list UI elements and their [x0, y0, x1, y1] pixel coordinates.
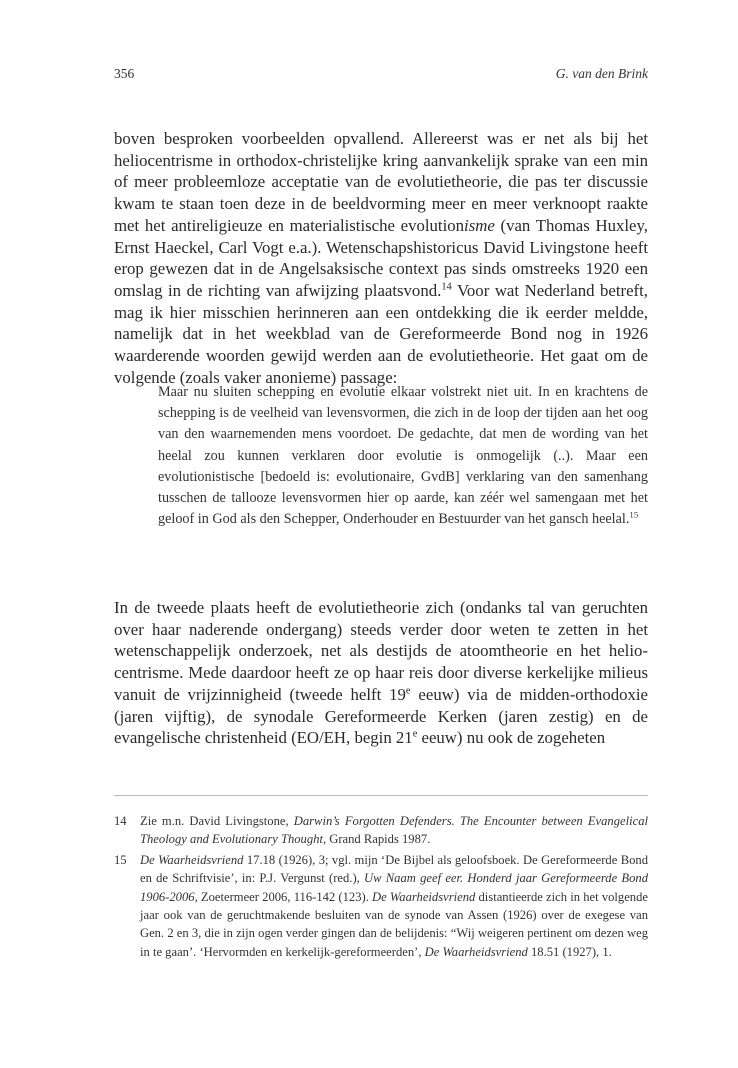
paragraph	[114, 597, 648, 749]
paragraph-text: (van Thomas Huxley, Ernst Haeckel, Carl Vogt e.a.). Wetenschapshistoricus David Livingstone heeft erop gewezen dat in de Angelsaksische context pas sinds omstreeks 1920 een omslag in de richting van afwijzing plaatsvond.	[114, 215, 648, 300]
footnote-number: 14	[114, 814, 127, 828]
footnote-title: De Waarheidsvriend	[140, 852, 244, 867]
footnote-text: distantieerde zich in het volgende jaar ook van de geruchtmakende besluiten van de synode van Assen (1926) over de exegese van Gen. 2 en 3, die in zijn ogen verder gingen dan de belijdenis: “Wij weigeren pertinent om dezen weg in te gaan’. ‘Hervormden en kerkelijk-gereformeerden’,	[140, 889, 648, 959]
footnote-reference: 15	[629, 509, 639, 520]
footnote-text: , Zoetermeer 2006, 116-142 (123).	[194, 889, 373, 904]
paragraph-text: boven besproken voorbeelden opvallend. Allereerst was er net als bij het heliocentrisme in orthodox-christelijke kring aanvankelijk sprake van een min of meer probleemloze acceptatie van de evolutietheorie, die pas ter discussie kwam te staan toen deze in de beeldvorming meer en meer verknoopt raakte met het antireligieuze en materialistische evolution	[114, 129, 648, 235]
footnote-text: 18.51 (1927), 1.	[527, 944, 612, 959]
ordinal-superscript: e	[405, 685, 411, 697]
footnote-title: Darwin’s Forgotten Defenders. The Encounter between Evangelical Theology and Evolutionary Thought	[140, 814, 648, 847]
footnote-number: 15	[114, 852, 127, 867]
footnote-title: De Waarheidsvriend	[424, 944, 528, 959]
footnote-text: Zie m.n. David Livingstone,	[140, 814, 294, 828]
footnote-text: , Grand Rapids 1987.	[322, 832, 431, 847]
quote-text: Maar nu sluiten schepping en evolutie elkaar volstrekt niet uit. In en krachtens de schepping is de veelheid van levensvormen, die zich in de loop der tijden aan het oog van den waarnemenden mens voordoet. De gedachte, dat men de wording van het heelal zou kunnen verklaren door evolutie is onmogelijk (..). Maar een evolutionistische [bedoeld is: evolutionaire, GvdB] verklaring van den samenhang tusschen de tallooze levensvormen hier op aarde, kan zéér wel samengaan met het geloof in God als den Schepper, Onderhouder en Bestuurder van het gansch heelal.	[158, 384, 648, 528]
paragraph-text: eeuw) via de midden-orthodoxie (jaren vijftig), de synodale Gereformeerde Kerken (jaren zestig) en de evangelische christenheid (EO/EH, begin 21	[114, 684, 648, 748]
paragraph-text: In de tweede plaats heeft de evolutietheorie zich (ondanks tal van geruchten over haar naderende ondergang) steeds verder door weten te zetten in het wetenschappelijk onderzoek, net als destijds de atoomtheorie en het heliocentrisme. Mede daardoor heeft ze op haar reis door diverse kerkelijke milieus vanuit de vrijzinnigheid (tweede helft 19	[114, 598, 648, 704]
page	[114, 0, 648, 1068]
footnotes	[114, 812, 648, 963]
footnote-divider	[114, 795, 648, 796]
emphasis: isme	[464, 215, 495, 235]
body-paragraph-1	[114, 128, 648, 388]
running-head-author: G. van den Brink	[555, 66, 648, 81]
ordinal-superscript: e	[412, 728, 418, 740]
block-quote	[158, 382, 648, 530]
footnote-14	[114, 812, 648, 849]
footnote-title: De Waarheidsvriend	[372, 889, 476, 904]
footnote-text: 17.18 (1926), 3; vgl. mijn ‘De Bijbel als geloofsboek. De Gereformeerde Bond en de Schriftvisie’, in: P.J. Vergunst (red.),	[140, 852, 648, 886]
footnote-reference: 14	[441, 281, 452, 293]
body-paragraph-2	[114, 597, 648, 749]
page-number: 356	[114, 66, 135, 81]
paragraph-text: Voor wat Nederland betreft, mag ik hier misschien herinneren aan een ontdekking die ik eerder meldde, namelijk dat in het weekblad van de Gereformeerde Bond nog in 1926 waarderende woorden gewijd werden aan de evolutietheorie. Het gaat om de volgende (zoals vaker anonieme) passage:	[114, 280, 648, 387]
footnote-title: Uw Naam geef eer. Honderd jaar Gereformeerde Bond 1906-2006	[140, 871, 648, 904]
paragraph	[114, 128, 648, 388]
paragraph-text: eeuw) nu ook de zogeheten	[417, 728, 606, 748]
footnote-15	[114, 851, 648, 961]
quote-paragraph	[158, 382, 648, 530]
